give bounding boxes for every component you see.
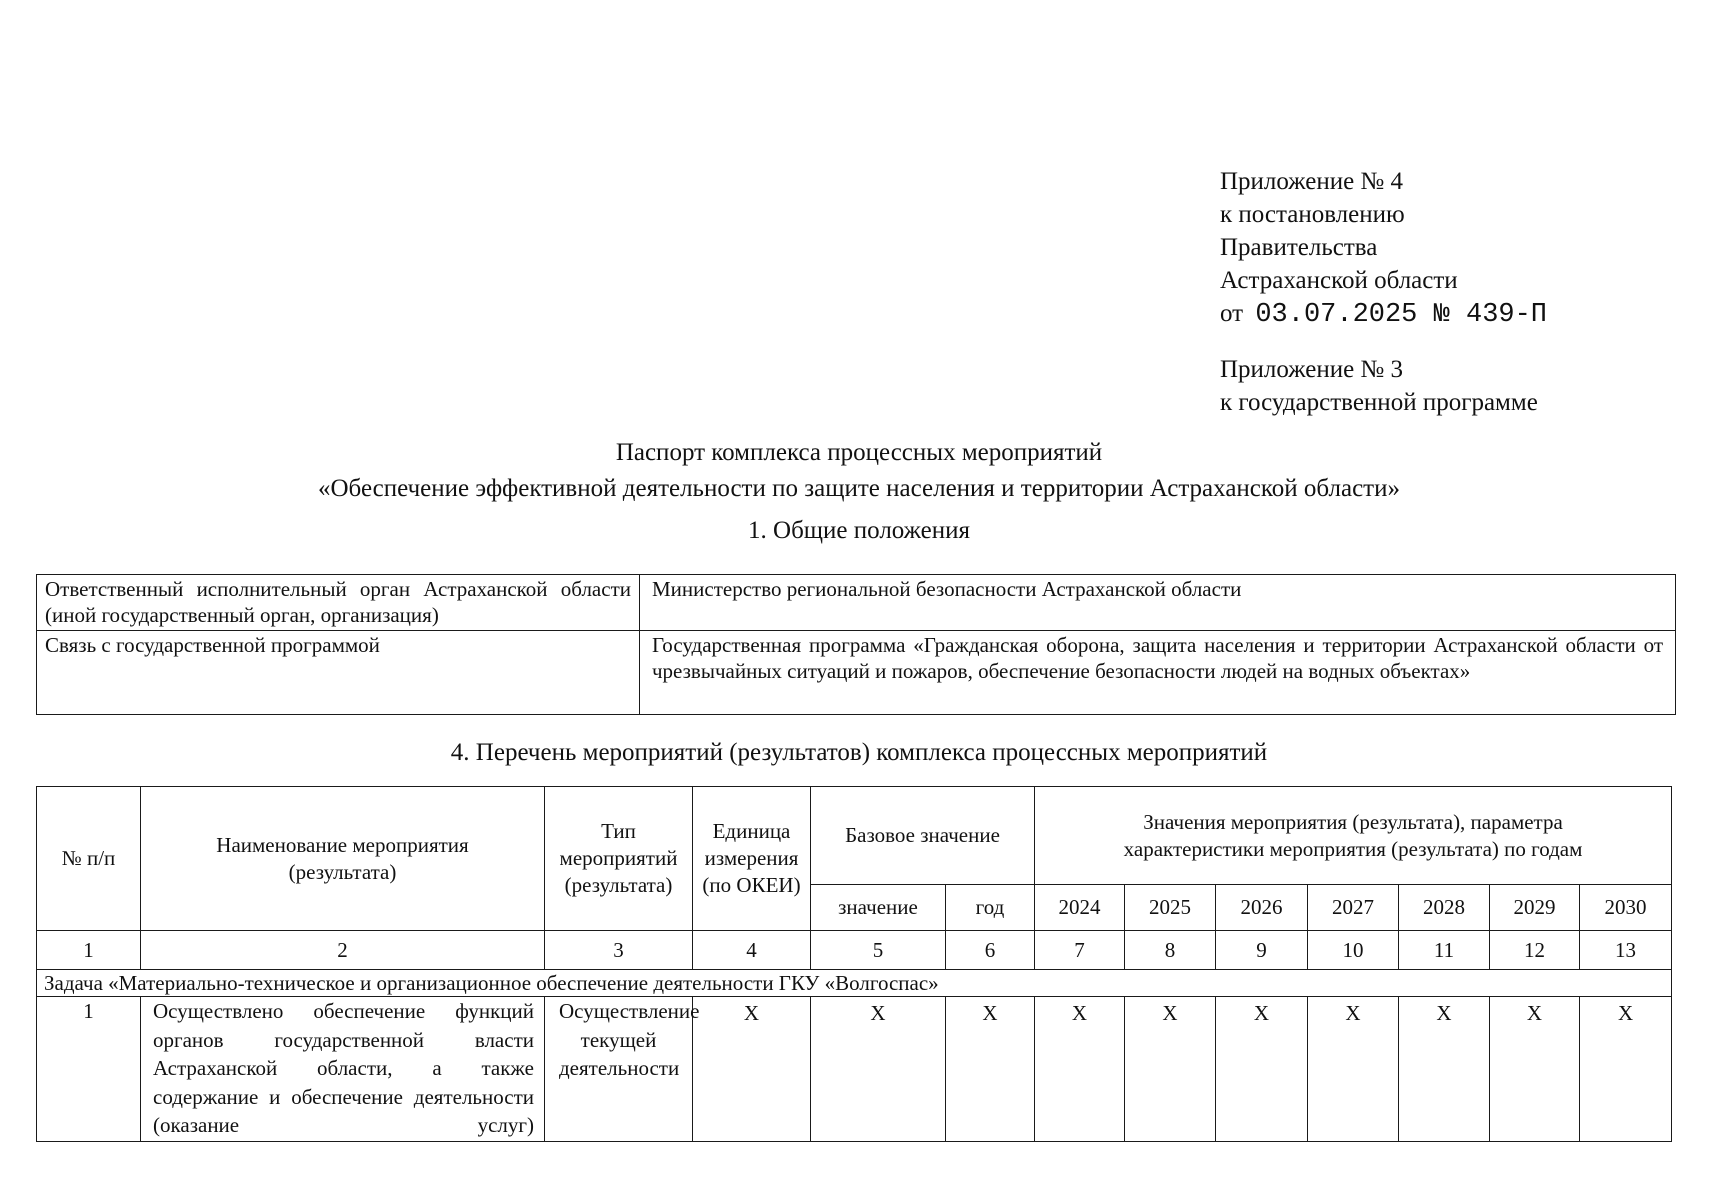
header-year: 2025: [1125, 885, 1216, 931]
column-number: 4: [693, 931, 811, 970]
measure-value-2025: X: [1125, 997, 1216, 1142]
document-title: Паспорт комплекса процессных мероприятий: [615, 439, 1103, 466]
column-number: 8: [1125, 931, 1216, 970]
measure-value-2030: X: [1580, 997, 1672, 1142]
appendix-3-block: [1220, 353, 1538, 419]
measure-type: Осуществление текущей деятельности: [545, 997, 693, 1142]
measure-base-value: X: [811, 997, 946, 1142]
task-row: [37, 970, 1672, 997]
header-name: Наименование мероприятия (результата): [141, 787, 545, 931]
header-row: [37, 787, 1672, 885]
header-values: Значения мероприятия (результата), параметра характеристики мероприятия (результата) по годам: [1035, 787, 1672, 885]
column-number-row: [37, 931, 1672, 970]
header-base: Базовое значение: [811, 787, 1035, 885]
header-year: 2026: [1216, 885, 1308, 931]
general-value-cell: Министерство региональной безопасности Астраханской области: [640, 575, 1676, 631]
appendix-4-block: [1220, 165, 1547, 332]
measure-value-2029: X: [1490, 997, 1580, 1142]
table-row: [37, 997, 1672, 1142]
header-base-value: значение: [811, 885, 946, 931]
measure-unit: X: [693, 997, 811, 1142]
column-number: 10: [1308, 931, 1399, 970]
column-number: 5: [811, 931, 946, 970]
header-year: 2030: [1580, 885, 1672, 931]
appendix-4-line: Астраханской области: [1220, 267, 1458, 294]
column-number: 11: [1399, 931, 1490, 970]
header-unit: Единица измерения (по ОКЕИ): [693, 787, 811, 931]
general-label-cell: Ответственный исполнительный орган Астраханской области (иной государственный орган, организация): [37, 575, 640, 631]
row-number: 1: [37, 997, 141, 1142]
column-number: 6: [946, 931, 1035, 970]
header-base-year: год: [946, 885, 1035, 931]
measure-name: Осуществлено обеспечение функций органов государственной власти Астраханской области, а также содержание и обеспечение деятельности (оказание услуг): [141, 997, 545, 1142]
column-number: 7: [1035, 931, 1125, 970]
column-number: 3: [545, 931, 693, 970]
decree-date-line: [1220, 297, 1547, 332]
header-year: 2029: [1490, 885, 1580, 931]
table-row: [37, 631, 1676, 715]
appendix-3-line: к государственной программе: [1220, 389, 1538, 416]
measures-table: [36, 786, 1672, 1142]
column-number: 1: [37, 931, 141, 970]
decree-date-number: 03.07.2025 № 439-П: [1255, 300, 1548, 330]
header-num: № п/п: [37, 787, 141, 931]
column-number: 9: [1216, 931, 1308, 970]
task-title: Задача «Материально-техническое и организационное обеспечение деятельности ГКУ «Волгоспас»: [37, 970, 1672, 997]
header-year: 2024: [1035, 885, 1125, 931]
general-provisions-table: [36, 574, 1676, 715]
measure-value-2028: X: [1399, 997, 1490, 1142]
appendix-3-line: Приложение № 3: [1220, 356, 1404, 383]
appendix-4-line: Правительства: [1220, 234, 1378, 261]
appendix-4-line: к постановлению: [1220, 201, 1405, 228]
header-type: Тип мероприятий (результата): [545, 787, 693, 931]
appendix-4-line: Приложение № 4: [1220, 168, 1404, 195]
header-year: 2028: [1399, 885, 1490, 931]
measure-value-2026: X: [1216, 997, 1308, 1142]
general-label-cell: Связь с государственной программой: [37, 631, 640, 715]
general-value-cell: Государственная программа «Гражданская оборона, защита населения и территории Астраханской области от чрезвычайных ситуаций и пожаров, обеспечение безопасности людей на водных объектах»: [640, 631, 1676, 715]
section-1-title: 1. Общие положения: [748, 517, 970, 544]
column-number: 13: [1580, 931, 1672, 970]
measure-value-2027: X: [1308, 997, 1399, 1142]
column-number: 2: [141, 931, 545, 970]
document-subtitle: «Обеспечение эффективной деятельности по защите населения и территории Астраханской области»: [318, 475, 1400, 502]
table-row: [37, 575, 1676, 631]
section-4-title: 4. Перечень мероприятий (результатов) комплекса процессных мероприятий: [450, 739, 1268, 766]
measure-value-2024: X: [1035, 997, 1125, 1142]
column-number: 12: [1490, 931, 1580, 970]
date-prefix: от: [1220, 300, 1244, 327]
measure-base-year: X: [946, 997, 1035, 1142]
header-year: 2027: [1308, 885, 1399, 931]
